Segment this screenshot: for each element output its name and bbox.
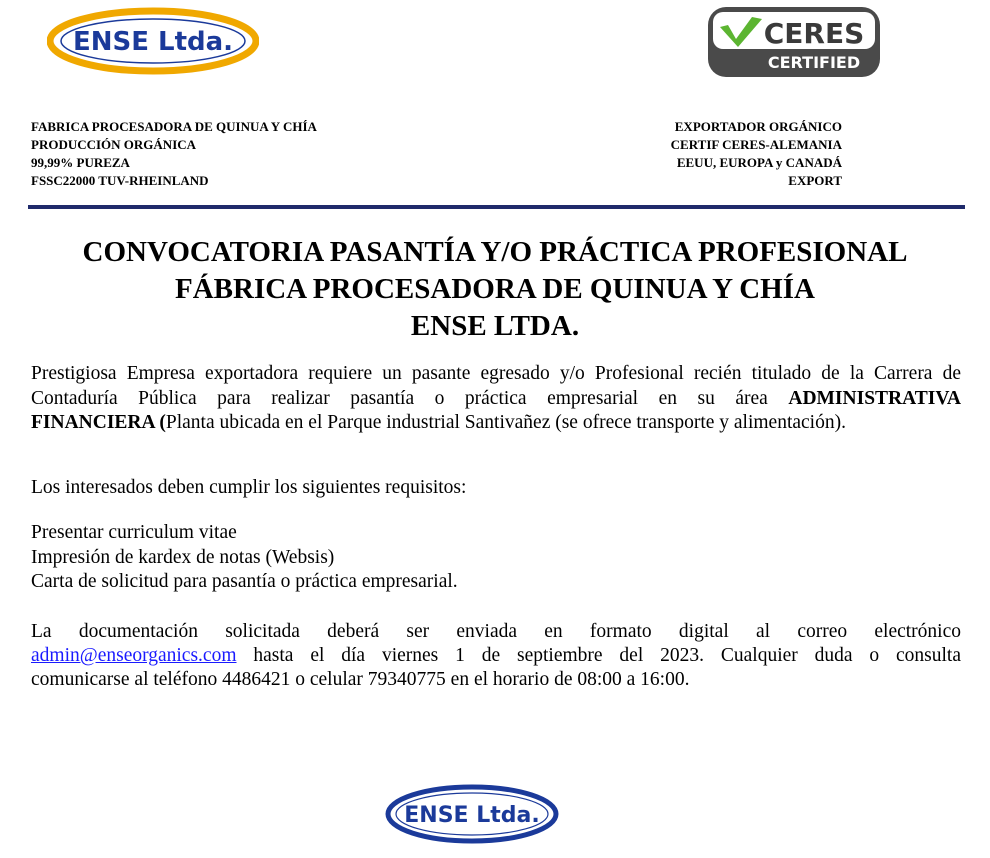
intro-paragraph — [31, 362, 961, 411]
intro-line — [31, 387, 961, 412]
requirements-intro: Los interesados deben cumplir los siguientes requisitos: — [31, 477, 467, 498]
ense-logo-bottom — [383, 781, 561, 847]
contact-line — [31, 644, 961, 669]
title-line: FÁBRICA PROCESADORA DE QUINUA Y CHÍA — [175, 273, 815, 305]
header-right-line: EXPORT — [788, 173, 842, 188]
header-left-line: 99,99% PUREZA — [31, 155, 130, 170]
contact-line: comunicarse al teléfono 4486421 o celular 79340775 en el horario de 08:00 a 16:00. — [31, 669, 690, 690]
header-right-line: CERTIF CERES-ALEMANIA — [670, 137, 842, 152]
area-bold-text: FINANCIERA ( — [31, 412, 166, 433]
intro-line — [31, 411, 846, 436]
title-line: ENSE LTDA. — [410, 310, 580, 342]
ense-logo-text: ENSE Ltda. — [72, 27, 234, 57]
ceres-certified-logo — [706, 5, 882, 79]
intro-line-text: Planta ubicada en el Parque industrial Santivañez (se ofrece transporte y alimentación). — [165, 412, 846, 433]
ense-logo-top — [47, 5, 259, 75]
area-bold-text: ADMINISTRATIVA — [788, 387, 962, 409]
header-left-line: PRODUCCIÓN ORGÁNICA — [31, 137, 197, 152]
header-left-line: FABRICA PROCESADORA DE QUINUA Y CHÍA — [31, 119, 317, 134]
email-link[interactable]: admin@enseorganics.com — [31, 645, 237, 666]
header-right-line: EEUU, EUROPA y CANADÁ — [676, 155, 842, 170]
header-divider — [28, 205, 965, 209]
header-left-info — [31, 118, 317, 190]
ense-logo-text: ENSE Ltda. — [404, 803, 540, 828]
page-title — [0, 234, 990, 345]
ceres-logo-text: CERES — [763, 17, 865, 50]
intro-line: Prestigiosa Empresa exportadora requiere un pasante egresado y/o Profesional recién titulado de la Carrera de — [31, 363, 961, 384]
certified-logo-text: CERTIFIED — [767, 53, 861, 72]
contact-line-text: hasta el día viernes 1 de septiembre del 2023. Cualquier duda o consulta — [253, 645, 961, 666]
title-line: CONVOCATORIA PASANTÍA Y/O PRÁCTICA PROFESIONAL — [82, 236, 908, 268]
list-item: Carta de solicitud para pasantía o práctica empresarial. — [31, 571, 458, 592]
list-item: Impresión de kardex de notas (Websis) — [31, 546, 335, 568]
list-item: Presentar curriculum vitae — [31, 522, 237, 543]
intro-line-text: Contaduría Pública para realizar pasantía o práctica empresarial en su área — [31, 387, 768, 409]
header-right-line: EXPORTADOR ORGÁNICO — [674, 119, 842, 134]
requirements-list — [31, 521, 961, 595]
contact-line: La documentación solicitada deberá ser enviada en formato digital al correo electrónico — [31, 621, 961, 642]
header-right-info — [671, 118, 842, 190]
header-left-line: FSSC22000 TUV-RHEINLAND — [31, 173, 209, 188]
